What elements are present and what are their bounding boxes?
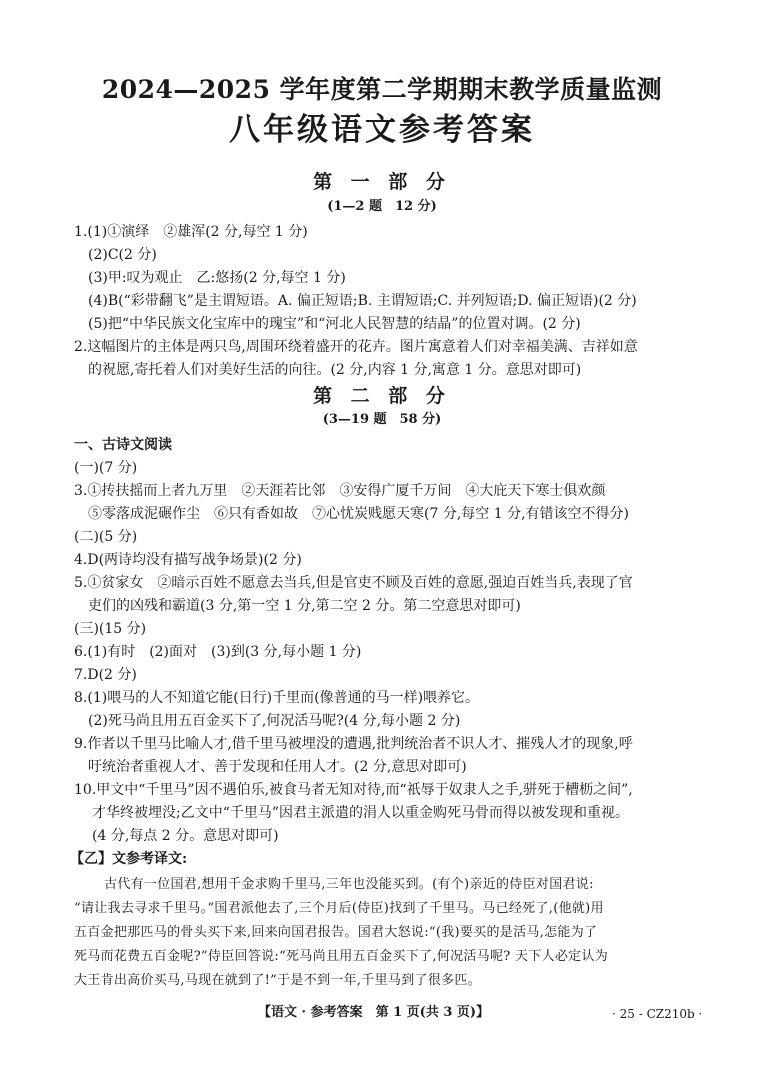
- answer-line: ⑤零落成泥碾作尘 ⑥只有香如故 ⑦心忧炭贱愿天寒(7 分,每空 1 分,有错该空不得分): [88, 506, 629, 522]
- answer-line: 5.①贫家女 ②暗示百姓不愿意去当兵,但是官吏不顾及百姓的意愿,强迫百姓当兵,表现了官: [74, 575, 633, 591]
- exam-title: 2024—2025 学年度第二学期期末教学质量监测: [101, 75, 663, 104]
- answer-line: (4)B(“彩带翻飞”是主谓短语。A. 偏正短语;B. 主谓短语;C. 并列短语;D. 偏正短语)(2 分): [88, 293, 637, 309]
- section-heading: 一、古诗文阅读: [74, 437, 172, 453]
- part2-range: (3—19 题 58 分): [322, 412, 442, 427]
- answer-line: 4.D(两诗均没有描写战争场景)(2 分): [74, 552, 302, 568]
- answer-line: (4 分,每点 2 分。意思对即可): [92, 828, 279, 844]
- answer-line: 9.作者以千里马比喻人才,借千里马被埋没的遭遇,批判统治者不识人才、摧残人才的现象,呼: [74, 736, 633, 752]
- answer-line: (2)C(2 分): [88, 247, 157, 263]
- translation-line: 死马而花费五百金呢?”侍臣回答说:“死马尚且用五百金买下了,何况活马呢? 天下人必定认为: [74, 949, 609, 964]
- answer-line: 7.D(2 分): [74, 667, 137, 683]
- translation-line: 五百金把那匹马的骨头买下来,回来向国君报告。国君大怒说:“(我)要买的是活马,怎能为了: [74, 925, 598, 940]
- answer-line: (5)把“中华民族文化宝库中的瑰宝”和“河北人民智慧的结晶”的位置对调。(2 分): [88, 316, 581, 332]
- footer-page-info: 【语文 · 参考答案 第 1 页(共 3 页)】: [258, 1005, 490, 1020]
- translation-line: 古代有一位国君,想用千金求购千里马,三年也没能买到。(有个)亲近的侍臣对国君说:: [104, 877, 594, 892]
- answer-line: (3)甲:叹为观止 乙:悠扬(2 分,每空 1 分): [88, 270, 346, 286]
- part1-heading: 第 一 部 分: [313, 171, 451, 193]
- translation-label: 【乙】文参考译文:: [70, 851, 188, 867]
- document-subtitle: 八年级语文参考答案: [229, 112, 535, 148]
- answer-line: (三)(15 分): [74, 621, 147, 637]
- part1-range: (1—2 题 12 分): [327, 199, 437, 214]
- answer-line: 的祝愿,寄托着人们对美好生活的向往。(2 分,内容 1 分,寓意 1 分。意思对即可): [88, 362, 582, 378]
- answer-line: 6.(1)有时 (2)面对 (3)到(3 分,每小题 1 分): [74, 644, 362, 660]
- answer-line: 吁统治者重视人才、善于发现和任用人才。(2 分,意思对即可): [88, 759, 467, 775]
- answer-line: 才华终被埋没;乙文中“千里马”因君主派遣的涓人以重金购死马骨而得以被发现和重视。: [92, 805, 630, 821]
- answer-line: (2)死马尚且用五百金买下了,何况活马呢?(4 分,每小题 2 分): [88, 713, 461, 729]
- translation-line: 大王肯出高价买马,马现在就到了!”于是不到一年,千里马到了很多匹。: [74, 973, 482, 988]
- answer-line: (二)(5 分): [74, 529, 138, 545]
- answer-line: 8.(1)喂马的人不知道它能(日行)千里而(像普通的马一样)喂养它。: [74, 690, 480, 706]
- answer-line: 吏们的凶残和霸道(3 分,第一空 1 分,第二空 2 分。第二空意思对即可): [88, 598, 521, 614]
- answer-line: 2.这幅图片的主体是两只鸟,周围环绕着盛开的花卉。图片寓意着人们对幸福美满、吉祥如意: [74, 339, 638, 355]
- part2-heading: 第 二 部 分: [313, 385, 451, 407]
- answer-line: 1.(1)①演绎 ②雄浑(2 分,每空 1 分): [74, 224, 308, 240]
- footer-code: · 25 - CZ210b ·: [612, 1007, 703, 1021]
- answer-line: 10.甲文中“千里马”因不遇伯乐,被食马者无知对待,而“祇辱于奴隶人之手,骈死于槽枥之间”,: [74, 782, 633, 798]
- answer-line: (一)(7 分): [74, 460, 138, 476]
- answer-line: 3.①抟扶摇而上者九万里 ②天涯若比邻 ③安得广厦千万间 ④大庇天下寒士俱欢颜: [74, 483, 606, 499]
- translation-line: “请让我去寻求千里马。”国君派他去了,三个月后(侍臣)找到了千里马。马已经死了,(他就)用: [74, 901, 604, 916]
